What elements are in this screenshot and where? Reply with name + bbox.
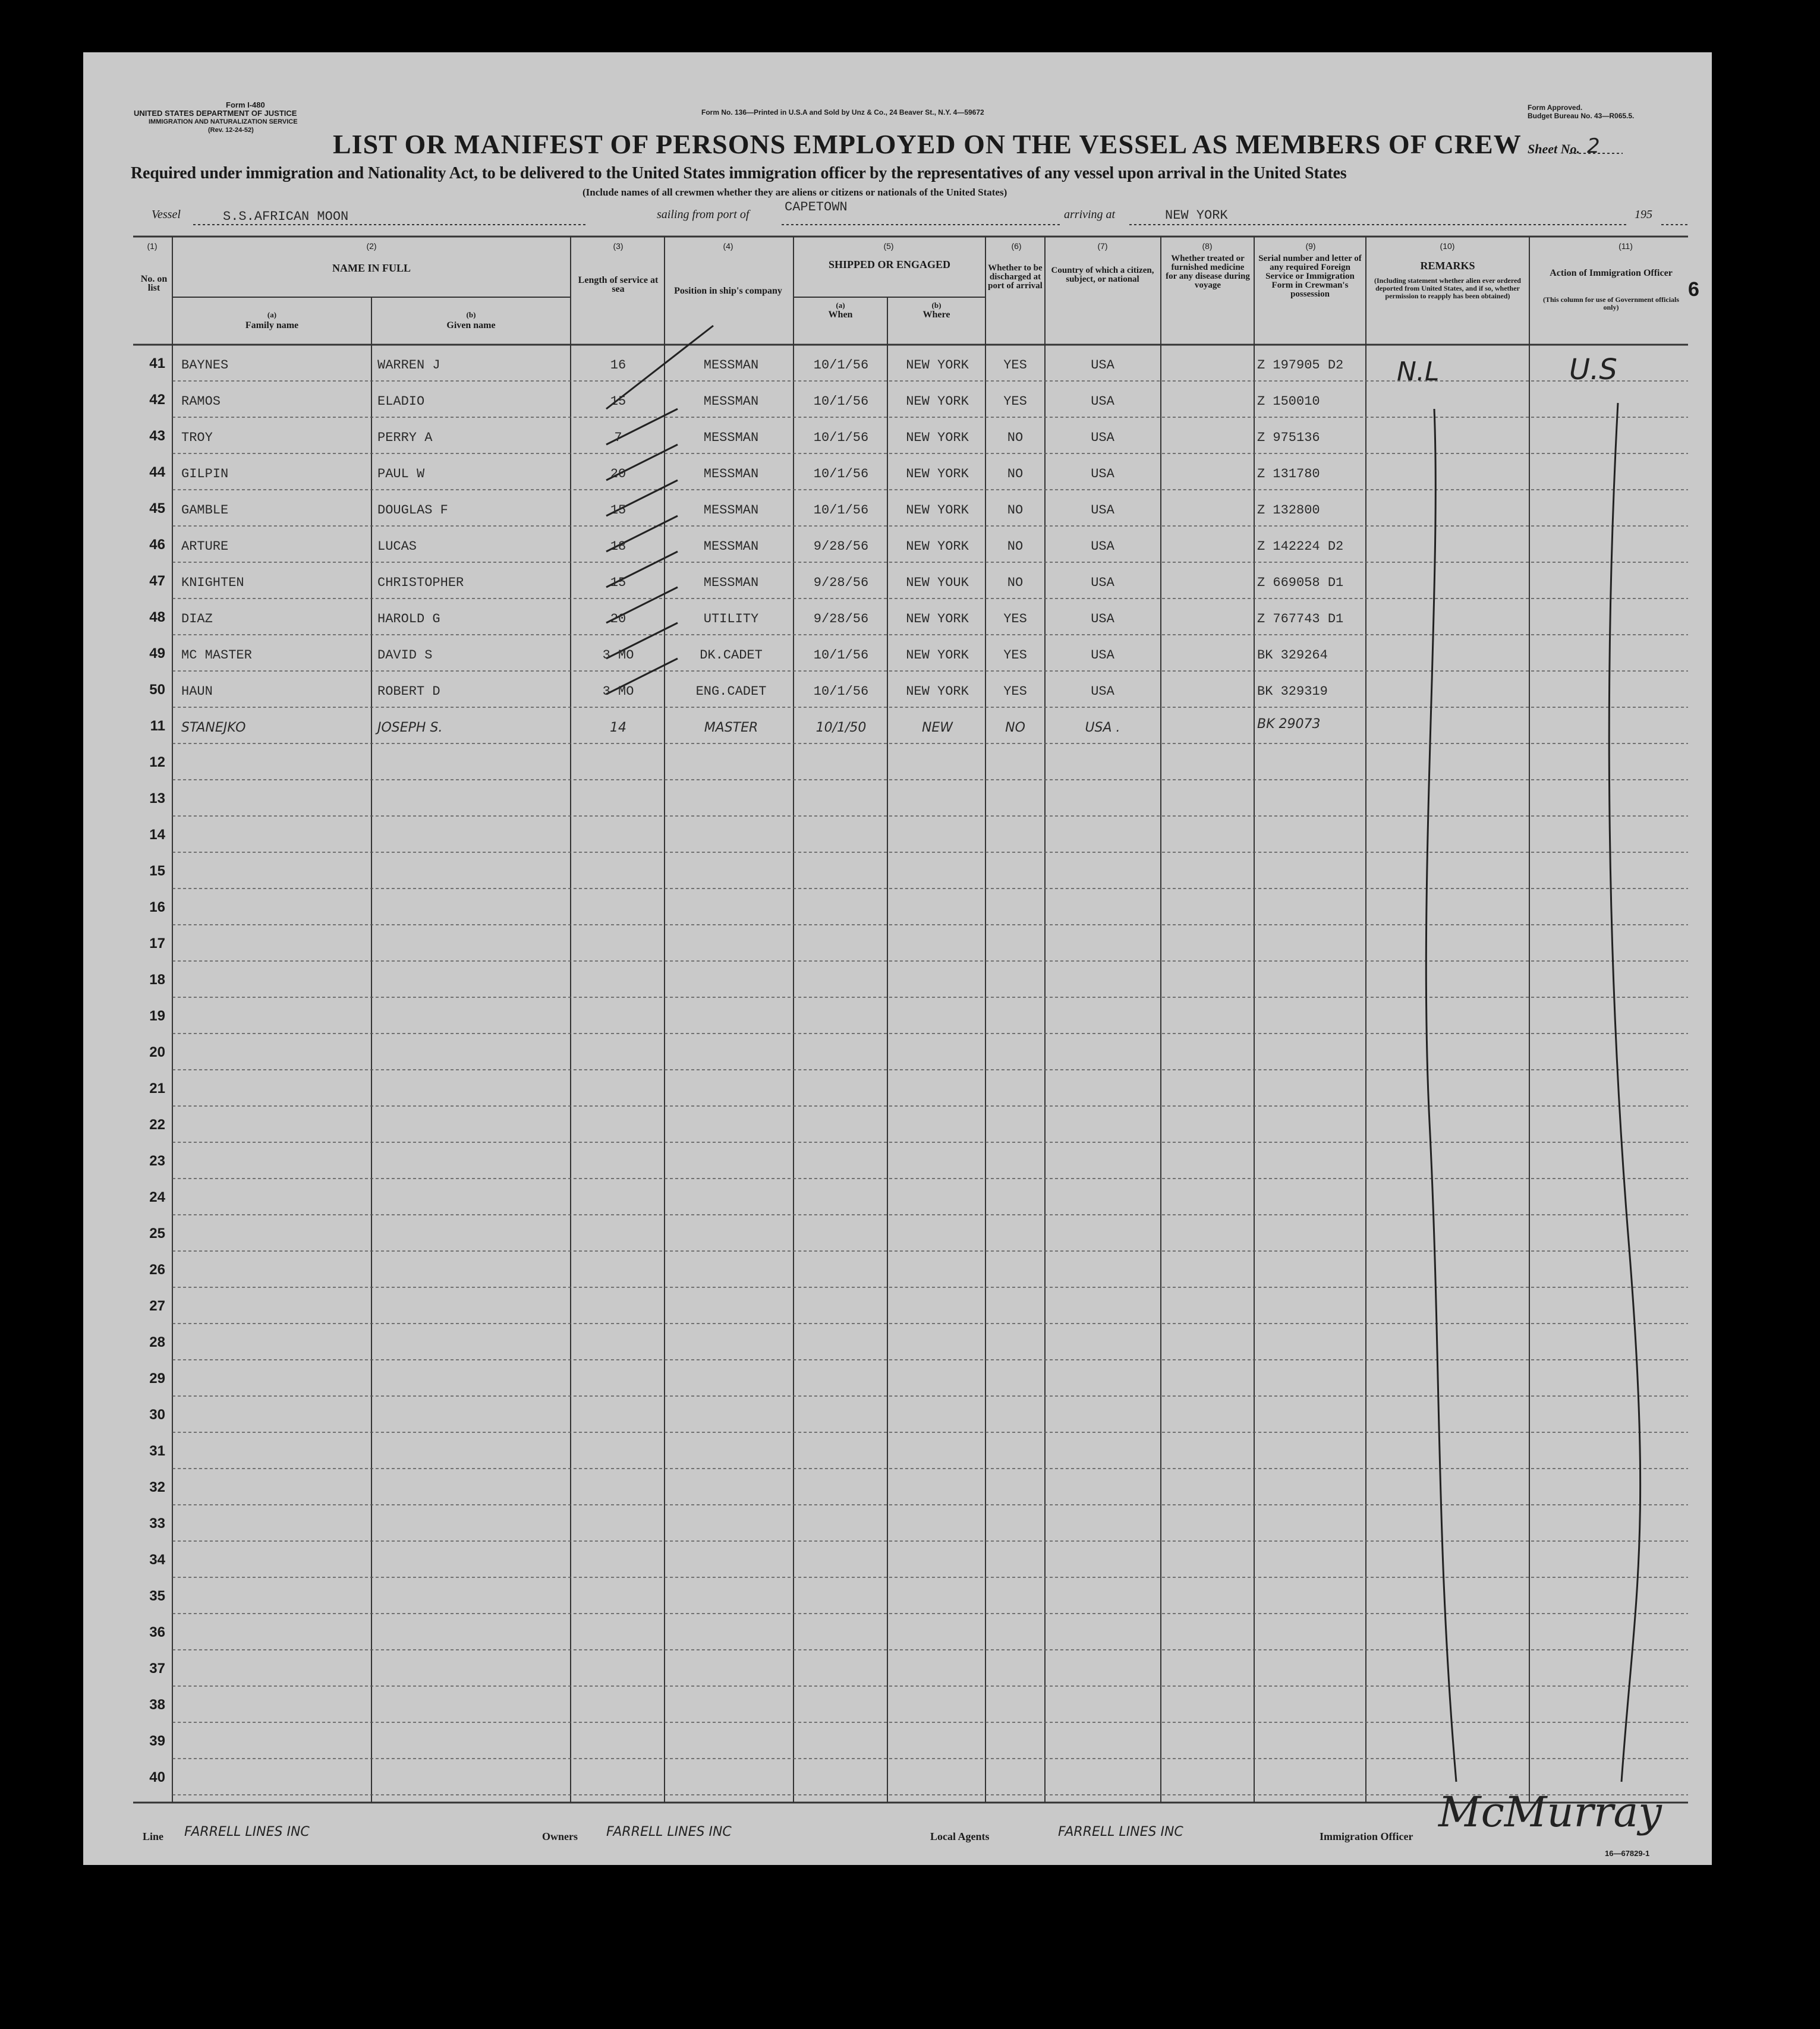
hdr-position: Position in ship's company xyxy=(674,286,782,296)
officer-signature: McMurray xyxy=(1438,1788,1662,1836)
cell-when: 10/1/56 xyxy=(813,648,869,663)
row-number: 33 xyxy=(149,1516,165,1532)
cell-serial: Z 150010 xyxy=(1257,394,1320,409)
page-mark: 6 xyxy=(1688,278,1699,301)
cell-discharge: YES xyxy=(1003,612,1027,626)
cell-discharge: YES xyxy=(1003,648,1027,663)
row-number: 37 xyxy=(149,1661,165,1677)
cell-length: 7 xyxy=(614,430,622,445)
hdr-no-on-list: No. on list xyxy=(140,274,168,293)
col-num-11: (11) xyxy=(1619,241,1633,251)
cell-where: NEW YORK xyxy=(906,539,969,554)
cell-length: 15 xyxy=(610,575,626,590)
hdr-remarks: REMARKS xyxy=(1420,260,1475,272)
cell-family: HAUN xyxy=(181,684,213,699)
row-number: 14 xyxy=(149,827,165,843)
cell-family: GILPIN xyxy=(181,467,229,481)
cell-length: 20 xyxy=(610,612,626,626)
cell-when: 9/28/56 xyxy=(813,575,869,590)
cell-family: DIAZ xyxy=(181,612,213,626)
cell-discharge: NO xyxy=(1007,575,1024,590)
hdr-family-letter: (a) xyxy=(267,310,277,319)
form-id: Form I-480 xyxy=(226,100,265,109)
row-number: 31 xyxy=(149,1443,165,1459)
cell-given: JOSEPH S. xyxy=(377,720,443,735)
cell-given: HAROLD G xyxy=(377,612,440,626)
row-number: 21 xyxy=(149,1080,165,1097)
cell-family: MC MASTER xyxy=(181,648,252,663)
hdr-where: Where xyxy=(922,310,950,320)
col-num-10: (10) xyxy=(1440,241,1455,251)
cell-position: MESSMAN xyxy=(703,575,759,590)
form-approved: Form Approved. xyxy=(1528,103,1583,112)
hdr-name-in-full: NAME IN FULL xyxy=(332,262,411,274)
row-number: 22 xyxy=(149,1117,165,1133)
row-number: 26 xyxy=(149,1262,165,1278)
row-number: 45 xyxy=(149,500,165,516)
cell-length: 15 xyxy=(610,394,626,409)
cell-position: MASTER xyxy=(704,720,758,735)
cell-length: 18 xyxy=(610,539,626,554)
col-num-5: (5) xyxy=(883,241,894,251)
cell-length: 16 xyxy=(610,358,626,373)
hdr-when: When xyxy=(828,310,853,320)
manifest-subtitle: Required under immigration and Nationality Act, to be delivered to the United States immigration officer by the representatives of any vessel upon arrival in the United States xyxy=(131,164,1347,182)
row-number: 25 xyxy=(149,1225,165,1242)
footer-owners-label: Owners xyxy=(542,1830,578,1842)
hdr-remarks-note: (Including statement whether alien ever ordered deported from United States, and if so, whether permission to reapply has been obtained) xyxy=(1374,276,1521,300)
cell-where: NEW YORK xyxy=(906,648,969,663)
footer-owners: FARRELL LINES INC xyxy=(606,1825,732,1839)
cell-discharge: YES xyxy=(1003,394,1027,409)
row-number: 29 xyxy=(149,1370,165,1387)
row-number: 16 xyxy=(149,899,165,915)
cell-where: NEW YORK xyxy=(906,503,969,518)
row-number: 19 xyxy=(149,1008,165,1024)
cell-where: NEW YOUK xyxy=(906,575,969,590)
cell-serial: BK 29073 xyxy=(1257,717,1321,732)
budget-bureau: Budget Bureau No. 43—R065.5. xyxy=(1528,112,1635,120)
cell-position: MESSMAN xyxy=(703,539,759,554)
row-number: 17 xyxy=(149,935,165,952)
cell-country: USA xyxy=(1091,539,1114,554)
cell-given: PERRY A xyxy=(377,430,433,445)
cell-discharge: NO xyxy=(1007,467,1024,481)
cell-family: STANEJKO xyxy=(181,720,246,735)
row-number: 24 xyxy=(149,1189,165,1205)
cell-serial: Z 142224 D2 xyxy=(1257,539,1344,554)
hdr-when-letter: (a) xyxy=(836,301,845,310)
hdr-given-name: Given name xyxy=(446,320,496,330)
cell-where: NEW YORK xyxy=(906,394,969,409)
action-handwritten: U.S xyxy=(1569,353,1617,386)
hdr-action-note: (This column for use of Government officials only) xyxy=(1542,295,1680,311)
row-number: 48 xyxy=(149,609,165,625)
cell-length: 14 xyxy=(610,720,626,735)
row-number: 32 xyxy=(149,1479,165,1495)
cell-family: ARTURE xyxy=(181,539,229,554)
cell-discharge: NO xyxy=(1007,430,1024,445)
cell-discharge: YES xyxy=(1003,684,1027,699)
cell-serial: Z 975136 xyxy=(1257,430,1320,445)
row-number: 12 xyxy=(149,754,165,770)
row-number: 27 xyxy=(149,1298,165,1314)
cell-where: NEW YORK xyxy=(906,612,969,626)
remarks-handwritten: N.L xyxy=(1397,357,1440,387)
form-revision: (Rev. 12-24-52) xyxy=(208,127,254,134)
cell-country: USA . xyxy=(1085,720,1120,735)
row-number: 36 xyxy=(149,1624,165,1640)
row-number: 20 xyxy=(149,1044,165,1060)
vessel-label: Vessel xyxy=(152,208,181,221)
cell-country: USA xyxy=(1091,394,1114,409)
row-number: 35 xyxy=(149,1588,165,1604)
row-number: 13 xyxy=(149,790,165,806)
col-num-9: (9) xyxy=(1305,241,1316,251)
cell-position: MESSMAN xyxy=(703,467,759,481)
col-num-8: (8) xyxy=(1202,241,1213,251)
cell-when: 10/1/56 xyxy=(813,358,869,373)
footer-line: FARRELL LINES INC xyxy=(184,1825,310,1839)
cell-where: NEW YORK xyxy=(906,430,969,445)
cell-serial: Z 197905 D2 xyxy=(1257,358,1344,373)
row-number: 38 xyxy=(149,1697,165,1713)
row-number: 44 xyxy=(149,464,165,480)
cell-country: USA xyxy=(1091,467,1114,481)
row-number: 28 xyxy=(149,1334,165,1350)
cell-when: 10/1/56 xyxy=(813,503,869,518)
cell-country: USA xyxy=(1091,684,1114,699)
row-number: 30 xyxy=(149,1407,165,1423)
footer-line-label: Line xyxy=(143,1830,164,1842)
cell-country: USA xyxy=(1091,648,1114,663)
cell-position: ENG.CADET xyxy=(695,684,767,699)
hdr-country: Country of which a citizen, subject, or national xyxy=(1051,266,1154,284)
cell-country: USA xyxy=(1091,430,1114,445)
row-number: 50 xyxy=(149,682,165,698)
row-number: 47 xyxy=(149,573,165,589)
hdr-given-letter: (b) xyxy=(466,310,476,319)
cell-length: 3 MO xyxy=(602,684,634,699)
vessel-name: S.S.AFRICAN MOON xyxy=(223,209,349,224)
hdr-treated: Whether treated or furnished medicine for any disease during voyage xyxy=(1166,254,1250,290)
cell-family: RAMOS xyxy=(181,394,221,409)
sheet-number: 2 xyxy=(1587,134,1600,158)
cell-family: GAMBLE xyxy=(181,503,229,518)
arriving-label: arriving at xyxy=(1064,208,1116,221)
cell-when: 10/1/56 xyxy=(813,430,869,445)
hdr-shipped: SHIPPED OR ENGAGED xyxy=(828,259,951,270)
manifest-title: LIST OR MANIFEST OF PERSONS EMPLOYED ON THE VESSEL AS MEMBERS OF CREW xyxy=(333,129,1522,159)
cell-family: TROY xyxy=(181,430,213,445)
row-number: 43 xyxy=(149,428,165,444)
cell-position: MESSMAN xyxy=(703,430,759,445)
cell-given: DOUGLAS F xyxy=(377,503,448,518)
cell-given: CHRISTOPHER xyxy=(377,575,464,590)
cell-when: 9/28/56 xyxy=(813,612,869,626)
cell-given: LUCAS xyxy=(377,539,417,554)
cell-where: NEW xyxy=(921,720,953,735)
cell-serial: Z 132800 xyxy=(1257,503,1320,518)
sheet-label: Sheet No. xyxy=(1528,141,1580,156)
cell-length: 15 xyxy=(610,503,626,518)
cell-family: KNIGHTEN xyxy=(181,575,244,590)
cell-when: 9/28/56 xyxy=(813,539,869,554)
cell-length: 20 xyxy=(610,467,626,481)
subtitle-note: (Include names of all crewmen whether they are aliens or citizens or nationals of the United States) xyxy=(582,187,1007,198)
hdr-serial: Serial number and letter of any required Foreign Service or Immigration Form in Crewman's possession xyxy=(1258,254,1362,299)
cell-given: ROBERT D xyxy=(377,684,440,699)
cell-position: DK.CADET xyxy=(700,648,763,663)
cell-when: 10/1/50 xyxy=(815,720,867,735)
footer-officer-label: Immigration Officer xyxy=(1320,1830,1413,1842)
row-number: 23 xyxy=(149,1153,165,1169)
cell-discharge: YES xyxy=(1003,358,1027,373)
hdr-discharged: Whether to be discharged at port of arrival xyxy=(988,263,1043,291)
cell-serial: BK 329264 xyxy=(1257,648,1328,663)
cell-given: ELADIO xyxy=(377,394,425,409)
row-number: 15 xyxy=(149,863,165,879)
cell-discharge: NO xyxy=(1007,503,1024,518)
cell-serial: BK 329319 xyxy=(1257,684,1328,699)
footer-agents: FARRELL LINES INC xyxy=(1058,1825,1183,1839)
cell-serial: Z 669058 D1 xyxy=(1257,575,1344,590)
row-number: 49 xyxy=(149,645,165,661)
col-num-3: (3) xyxy=(613,241,624,251)
cell-country: USA xyxy=(1091,503,1114,518)
col-num-6: (6) xyxy=(1011,241,1022,251)
cell-given: DAVID S xyxy=(377,648,433,663)
cell-position: UTILITY xyxy=(703,612,759,626)
hdr-family-name: Family name xyxy=(245,320,299,330)
cell-country: USA xyxy=(1091,575,1114,590)
year-label: 195 xyxy=(1635,208,1652,221)
row-number: 40 xyxy=(149,1769,165,1785)
cell-when: 10/1/56 xyxy=(813,394,869,409)
cell-where: NEW YORK xyxy=(906,358,969,373)
cell-serial: Z 131780 xyxy=(1257,467,1320,481)
row-number: 11 xyxy=(150,718,165,734)
manifest-sheet xyxy=(83,52,1712,1865)
row-number: 18 xyxy=(149,972,165,988)
sailing-label: sailing from port of xyxy=(657,208,750,221)
cell-given: WARREN J xyxy=(377,358,440,373)
hdr-where-letter: (b) xyxy=(931,301,942,310)
col-num-7: (7) xyxy=(1097,241,1108,251)
cell-position: MESSMAN xyxy=(703,394,759,409)
col-num-1: (1) xyxy=(147,241,158,251)
cell-when: 10/1/56 xyxy=(813,467,869,481)
hdr-length: Length of service at sea xyxy=(578,275,659,294)
department: UNITED STATES DEPARTMENT OF JUSTICE xyxy=(134,109,297,118)
hdr-action: Action of Immigration Officer xyxy=(1550,268,1673,278)
cell-serial: Z 767743 D1 xyxy=(1257,612,1344,626)
row-number: 46 xyxy=(149,537,165,553)
row-number: 41 xyxy=(149,355,165,371)
cell-length: 3 MO xyxy=(602,648,634,663)
service: IMMIGRATION AND NATURALIZATION SERVICE xyxy=(149,118,298,125)
arriving-port: NEW YORK xyxy=(1165,208,1228,223)
row-number: 42 xyxy=(149,392,165,408)
col-num-4: (4) xyxy=(723,241,733,251)
cell-where: NEW YORK xyxy=(906,684,969,699)
cell-when: 10/1/56 xyxy=(813,684,869,699)
printer-line: Form No. 136—Printed in U.S.A and Sold by Unz & Co., 24 Beaver St., N.Y. 4—59672 xyxy=(701,108,984,116)
footer-code: 16—67829-1 xyxy=(1605,1849,1650,1858)
footer-agents-label: Local Agents xyxy=(930,1830,990,1842)
cell-position: MESSMAN xyxy=(703,358,759,373)
cell-family: BAYNES xyxy=(181,358,229,373)
cell-discharge: NO xyxy=(1007,539,1024,554)
row-number: 34 xyxy=(149,1552,165,1568)
col-num-2: (2) xyxy=(366,241,377,251)
cell-country: USA xyxy=(1091,612,1114,626)
row-number: 39 xyxy=(149,1733,165,1749)
cell-given: PAUL W xyxy=(377,467,425,481)
cell-position: MESSMAN xyxy=(703,503,759,518)
cell-country: USA xyxy=(1091,358,1114,373)
cell-where: NEW YORK xyxy=(906,467,969,481)
sailing-port: CAPETOWN xyxy=(785,200,848,215)
cell-discharge: NO xyxy=(1005,720,1025,735)
